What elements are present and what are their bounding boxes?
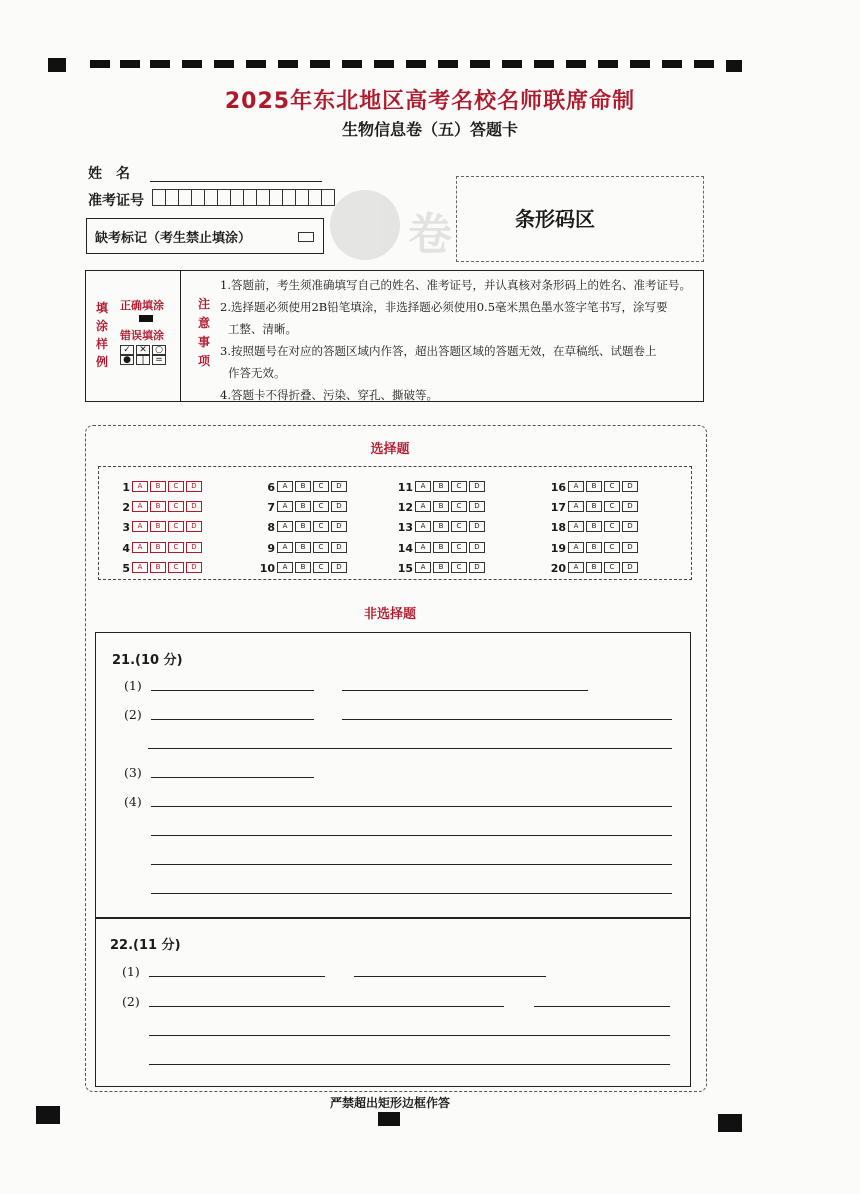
question-number: 7 xyxy=(267,501,275,514)
option-bubble-a[interactable]: A xyxy=(568,521,584,532)
option-bubble-a[interactable]: A xyxy=(415,542,431,553)
question-number: 17 xyxy=(550,501,566,514)
choice-section-title: 选择题 xyxy=(370,442,410,457)
option-bubble-d[interactable]: D xyxy=(622,542,638,553)
choice-question-15 xyxy=(391,557,485,576)
option-bubble-a[interactable]: A xyxy=(132,562,148,573)
option-bubble-d[interactable]: D xyxy=(186,481,202,492)
correct-fill-label: 正确填涂 xyxy=(120,299,164,312)
option-bubble-b[interactable]: B xyxy=(586,521,602,532)
answer-line[interactable] xyxy=(149,1064,670,1065)
option-bubble-c[interactable]: C xyxy=(451,521,467,532)
instructions-panel xyxy=(85,270,704,402)
option-bubble-c[interactable]: C xyxy=(168,521,184,532)
question-number: 12 xyxy=(397,501,413,514)
option-bubble-a[interactable]: A xyxy=(277,521,293,532)
option-bubble-c[interactable]: C xyxy=(168,481,184,492)
q21-title: 21.(10 分) xyxy=(112,653,183,668)
option-bubble-a[interactable]: A xyxy=(568,501,584,512)
option-bubble-c[interactable]: C xyxy=(168,501,184,512)
option-bubble-d[interactable]: D xyxy=(622,501,638,512)
barcode-area xyxy=(456,176,704,262)
option-bubble-c[interactable]: C xyxy=(604,521,620,532)
option-bubble-d[interactable]: D xyxy=(331,542,347,553)
note-line: 工整、清晰。 xyxy=(228,322,297,336)
option-bubble-a[interactable]: A xyxy=(132,521,148,532)
option-bubble-a[interactable]: A xyxy=(277,481,293,492)
correct-fill-sample xyxy=(139,315,153,322)
footer-warning: 严禁超出矩形边框作答 xyxy=(329,1096,450,1110)
option-bubble-c[interactable]: C xyxy=(168,542,184,553)
option-bubble-b[interactable]: B xyxy=(433,521,449,532)
corner-mark-right xyxy=(718,1114,742,1132)
q21-part-1: (1) xyxy=(124,678,142,693)
q21-part-3: (3) xyxy=(124,765,142,780)
option-bubble-d[interactable]: D xyxy=(331,521,347,532)
answer-line[interactable] xyxy=(151,777,314,778)
option-bubble-b[interactable]: B xyxy=(586,481,602,492)
choice-question-6 xyxy=(253,476,347,495)
exam-id-label: 准考证号 xyxy=(88,193,144,209)
option-bubble-d[interactable]: D xyxy=(186,562,202,573)
choice-question-20 xyxy=(544,557,638,576)
option-bubble-c[interactable]: C xyxy=(604,481,620,492)
note-line: 3.按照题号在对应的答题区域内作答，超出答题区域的答题无效，在草稿纸、试题卷上 xyxy=(220,344,657,358)
question-number: 19 xyxy=(550,542,566,555)
option-bubble-b[interactable]: B xyxy=(150,481,166,492)
question-number: 2 xyxy=(122,501,130,514)
choice-question-2 xyxy=(108,496,202,515)
option-bubble-b[interactable]: B xyxy=(295,562,311,573)
choice-question-18 xyxy=(544,516,638,535)
choice-question-12 xyxy=(391,496,485,515)
option-bubble-a[interactable]: A xyxy=(415,521,431,532)
answer-line[interactable] xyxy=(354,976,546,977)
answer-line[interactable] xyxy=(151,690,314,691)
option-bubble-a[interactable]: A xyxy=(277,562,293,573)
question-number: 18 xyxy=(550,521,566,534)
option-bubble-c[interactable]: C xyxy=(451,481,467,492)
option-bubble-c[interactable]: C xyxy=(313,562,329,573)
option-bubble-d[interactable]: D xyxy=(331,501,347,512)
option-bubble-d[interactable]: D xyxy=(469,501,485,512)
option-bubble-c[interactable]: C xyxy=(451,542,467,553)
notes-list xyxy=(220,274,696,406)
choice-question-9 xyxy=(253,537,347,556)
option-bubble-c[interactable]: C xyxy=(313,521,329,532)
choice-question-16 xyxy=(544,476,638,495)
note-line: 1.答题前，考生须准确填写自己的姓名、准考证号，并认真核对条形码上的姓名、准考证号。 xyxy=(220,278,691,292)
option-bubble-b[interactable]: B xyxy=(150,521,166,532)
option-bubble-d[interactable]: D xyxy=(186,542,202,553)
option-bubble-b[interactable]: B xyxy=(150,501,166,512)
option-bubble-a[interactable]: A xyxy=(415,481,431,492)
choice-question-8 xyxy=(253,516,347,535)
option-bubble-a[interactable]: A xyxy=(415,501,431,512)
option-bubble-d[interactable]: D xyxy=(186,501,202,512)
option-bubble-d[interactable]: D xyxy=(622,481,638,492)
choice-question-3 xyxy=(108,516,202,535)
option-bubble-a[interactable]: A xyxy=(568,562,584,573)
watermark-logo: 卷 xyxy=(330,180,460,260)
option-bubble-c[interactable]: C xyxy=(451,501,467,512)
choice-question-17 xyxy=(544,496,638,515)
q22-title: 22.(11 分) xyxy=(110,938,181,953)
answer-line[interactable] xyxy=(149,1006,504,1007)
option-bubble-c[interactable]: C xyxy=(604,562,620,573)
choice-question-14 xyxy=(391,537,485,556)
note-line: 2.选择题必须使用2B铅笔填涂，非选择题必须使用0.5毫米黑色墨水签字笔书写，涂写要 xyxy=(220,300,668,314)
answer-line[interactable] xyxy=(151,864,672,865)
question-number: 6 xyxy=(267,481,275,494)
option-bubble-d[interactable]: D xyxy=(331,481,347,492)
choice-question-11 xyxy=(391,476,485,495)
option-bubble-a[interactable]: A xyxy=(277,542,293,553)
option-bubble-c[interactable]: C xyxy=(168,562,184,573)
option-bubble-b[interactable]: B xyxy=(586,501,602,512)
option-bubble-a[interactable]: A xyxy=(568,542,584,553)
option-bubble-b[interactable]: B xyxy=(586,542,602,553)
option-bubble-b[interactable]: B xyxy=(150,562,166,573)
q22-part-1: (1) xyxy=(122,964,140,979)
option-bubble-c[interactable]: C xyxy=(604,501,620,512)
center-mark xyxy=(378,1112,400,1126)
barcode-label: 条形码区 xyxy=(515,207,595,231)
option-bubble-b[interactable]: B xyxy=(433,562,449,573)
page-title: 2025年东北地区高考名校名师联席命制 xyxy=(224,89,636,114)
exam-id-boxes[interactable] xyxy=(152,189,334,206)
option-bubble-b[interactable]: B xyxy=(295,481,311,492)
absent-mark-checkbox[interactable] xyxy=(298,232,314,242)
question-number: 11 xyxy=(397,481,413,494)
absent-mark-box xyxy=(86,218,324,254)
choice-question-1 xyxy=(108,476,202,495)
answer-line[interactable] xyxy=(342,719,672,720)
option-bubble-d[interactable]: D xyxy=(622,562,638,573)
option-bubble-d[interactable]: D xyxy=(469,562,485,573)
notes-label: 注意事项 xyxy=(198,297,211,368)
option-bubble-c[interactable]: C xyxy=(313,481,329,492)
absent-mark-label: 缺考标记（考生禁止填涂） xyxy=(95,231,252,246)
question-number: 5 xyxy=(122,562,130,575)
question-number: 8 xyxy=(267,521,275,534)
answer-line[interactable] xyxy=(342,690,588,691)
answer-line[interactable] xyxy=(151,893,672,894)
answer-line[interactable] xyxy=(151,719,314,720)
option-bubble-b[interactable]: B xyxy=(295,542,311,553)
option-bubble-b[interactable]: B xyxy=(433,542,449,553)
option-bubble-d[interactable]: D xyxy=(469,542,485,553)
option-bubble-b[interactable]: B xyxy=(295,521,311,532)
option-bubble-c[interactable]: C xyxy=(604,542,620,553)
option-bubble-a[interactable]: A xyxy=(277,501,293,512)
question-number: 1 xyxy=(122,481,130,494)
choice-question-10 xyxy=(253,557,347,576)
choice-question-4 xyxy=(108,537,202,556)
option-bubble-a[interactable]: A xyxy=(568,481,584,492)
question-number: 4 xyxy=(122,542,130,555)
option-bubble-b[interactable]: B xyxy=(150,542,166,553)
page-subtitle: 生物信息卷（五）答题卡 xyxy=(341,120,518,139)
option-bubble-b[interactable]: B xyxy=(433,481,449,492)
q22-part-2: (2) xyxy=(122,994,140,1009)
answer-line[interactable] xyxy=(148,748,672,749)
question-number: 14 xyxy=(397,542,413,555)
option-bubble-a[interactable]: A xyxy=(132,481,148,492)
choice-question-5 xyxy=(108,557,202,576)
option-bubble-d[interactable]: D xyxy=(186,521,202,532)
answer-line[interactable] xyxy=(149,976,325,977)
question-number: 16 xyxy=(550,481,566,494)
q21-answer-box xyxy=(95,632,691,919)
question-number: 15 xyxy=(397,562,413,575)
choice-question-13 xyxy=(391,516,485,535)
option-bubble-d[interactable]: D xyxy=(622,521,638,532)
q21-part-2: (2) xyxy=(124,707,142,722)
option-bubble-c[interactable]: C xyxy=(313,501,329,512)
q21-part-4: (4) xyxy=(124,794,142,809)
answer-line[interactable] xyxy=(149,1035,670,1036)
corner-mark-left xyxy=(36,1106,60,1124)
option-bubble-a[interactable]: A xyxy=(132,542,148,553)
option-bubble-c[interactable]: C xyxy=(451,562,467,573)
wrong-fill-label: 错误填涂 xyxy=(120,329,164,342)
option-bubble-d[interactable]: D xyxy=(331,562,347,573)
answer-line[interactable] xyxy=(151,806,672,807)
question-number: 13 xyxy=(397,521,413,534)
choice-question-19 xyxy=(544,537,638,556)
name-field[interactable] xyxy=(150,181,322,182)
question-number: 3 xyxy=(122,521,130,534)
option-bubble-d[interactable]: D xyxy=(469,521,485,532)
option-bubble-b[interactable]: B xyxy=(433,501,449,512)
answer-line[interactable] xyxy=(151,835,672,836)
option-bubble-a[interactable]: A xyxy=(132,501,148,512)
choice-question-7 xyxy=(253,496,347,515)
question-number: 9 xyxy=(267,542,275,555)
answer-line[interactable] xyxy=(534,1006,670,1007)
option-bubble-a[interactable]: A xyxy=(415,562,431,573)
option-bubble-b[interactable]: B xyxy=(295,501,311,512)
wrong-fill-samples: ✓ ✕ ○ ● | = xyxy=(120,345,166,365)
fill-sample-label: 填涂样例 xyxy=(96,301,109,369)
question-number: 20 xyxy=(550,562,566,575)
q22-answer-box xyxy=(95,917,691,1087)
question-number: 10 xyxy=(259,562,275,575)
note-line: 4.答题卡不得折叠、污染、穿孔、撕破等。 xyxy=(220,388,438,402)
option-bubble-d[interactable]: D xyxy=(469,481,485,492)
non-choice-section-title: 非选择题 xyxy=(363,607,416,622)
note-line: 作答无效。 xyxy=(228,366,286,380)
option-bubble-b[interactable]: B xyxy=(586,562,602,573)
option-bubble-c[interactable]: C xyxy=(313,542,329,553)
name-label: 姓 名 xyxy=(88,166,130,182)
